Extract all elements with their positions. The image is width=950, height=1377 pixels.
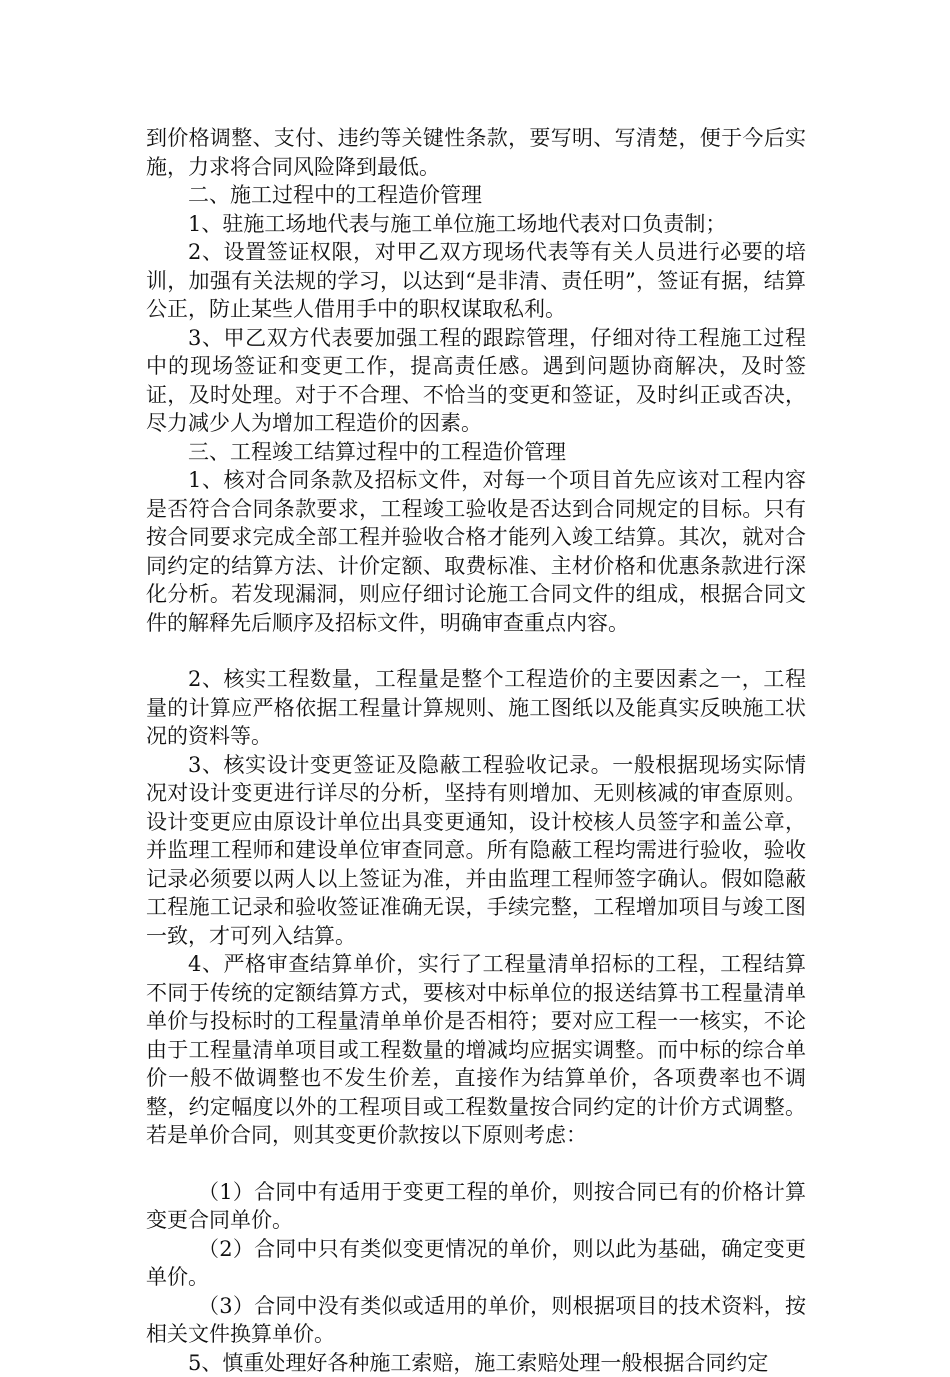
section-heading-construction: 二、施工过程中的工程造价管理 bbox=[146, 181, 806, 210]
document-page bbox=[146, 124, 806, 1377]
paragraph-settlement-2: 2、核实工程数量，工程量是整个工程造价的主要因素之一，工程量的计算应严格依据工程量计算规则、施工图纸以及能真实反映施工状况的资料等。 bbox=[146, 665, 806, 751]
paragraph-gap bbox=[146, 1150, 806, 1178]
paragraph-principle-1: （1）合同中有适用于变更工程的单价，则按合同已有的价格计算变更合同单价。 bbox=[146, 1178, 806, 1235]
paragraph-principle-2: （2）合同中只有类似变更情况的单价，则以此为基础，确定变更单价。 bbox=[146, 1235, 806, 1292]
paragraph-principle-3: （3）合同中没有类似或适用的单价，则根据项目的技术资料，按相关文件换算单价。 bbox=[146, 1292, 806, 1349]
paragraph-contract-terms: 到价格调整、支付、违约等关键性条款，要写明、写清楚，便于今后实施，力求将合同风险降到最低。 bbox=[146, 124, 806, 181]
paragraph-settlement-3: 3、核实设计变更签证及隐蔽工程验收记录。一般根据现场实际情况对设计变更进行详尽的分析，坚持有则增加、无则核减的审查原则。设计变更应由原设计单位出具变更通知，设计校核人员签字和盖公章，并监理工程师和建设单位审查同意。所有隐蔽工程均需进行验收，验收记录必须要以两人以上签证为准，并由监理工程师签字确认。假如隐蔽工程施工记录和验收签证准确无误，手续完整，工程增加项目与竣工图一致，才可列入结算。 bbox=[146, 751, 806, 951]
section-heading-settlement: 三、工程竣工结算过程中的工程造价管理 bbox=[146, 438, 806, 467]
paragraph-item-1: 1、驻施工场地代表与施工单位施工场地代表对口负责制； bbox=[146, 210, 806, 239]
paragraph-item-2: 2、设置签证权限，对甲乙双方现场代表等有关人员进行必要的培训，加强有关法规的学习，以达到“是非清、责任明”，签证有据，结算公正，防止某些人借用手中的职权谋取私利。 bbox=[146, 238, 806, 324]
paragraph-settlement-4: 4、严格审查结算单价，实行了工程量清单招标的工程，工程结算不同于传统的定额结算方式，要核对中标单位的报送结算书工程量清单单价与投标时的工程量清单单价是否相符；要对应工程一一核实，不论由于工程量清单项目或工程数量的增减均应据实调整。而中标的综合单价一般不做调整也不发生价差，直接作为结算单价，各项费率也不调整，约定幅度以外的工程项目或工程数量按合同约定的计价方式调整。若是单价合同，则其变更价款按以下原则考虑： bbox=[146, 950, 806, 1150]
paragraph-settlement-1: 1、核对合同条款及招标文件，对每一个项目首先应该对工程内容是否符合合同条款要求，工程竣工验收是否达到合同规定的目标。只有按合同要求完成全部工程并验收合格才能列入竣工结算。其次，就对合同约定的结算方法、计价定额、取费标准、主材价格和优惠条款进行深化分析。若发现漏洞，则应仔细讨论施工合同文件的组成，根据合同文件的解释先后顺序及招标文件，明确审查重点内容。 bbox=[146, 466, 806, 637]
paragraph-gap bbox=[146, 637, 806, 665]
paragraph-item-3: 3、甲乙双方代表要加强工程的跟踪管理，仔细对待工程施工过程中的现场签证和变更工作，提高责任感。遇到问题协商解决，及时签证，及时处理。对于不合理、不恰当的变更和签证，及时纠正或否决，尽力减少人为增加工程造价的因素。 bbox=[146, 324, 806, 438]
paragraph-settlement-5: 5、慎重处理好各种施工索赔，施工索赔处理一般根据合同约定 bbox=[146, 1349, 806, 1377]
